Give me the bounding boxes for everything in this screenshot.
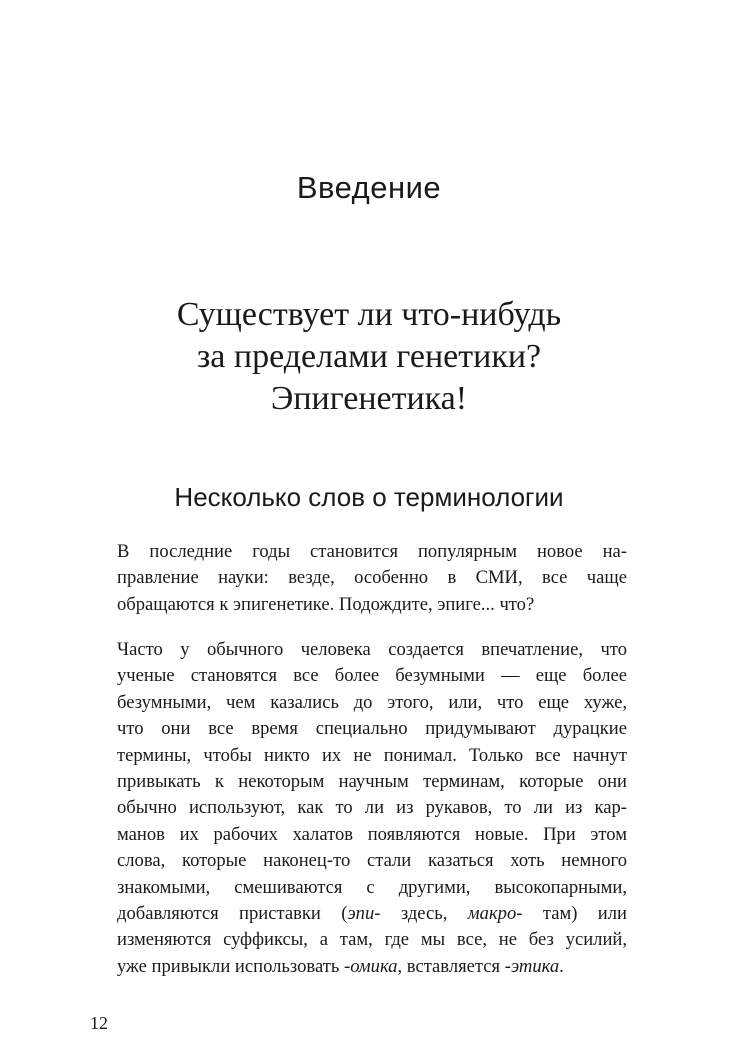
text-line: знакомыми, смешиваются с другими, высокопарными,: [117, 876, 627, 898]
text-line: ученые становятся все более безумными — еще более: [117, 665, 627, 687]
text-line: обычно используют, как то ли из рукавов, то ли из кар-: [117, 797, 627, 819]
text-line: Часто у обычного человека создается впечатление, что: [117, 639, 627, 660]
chapter-label: Введение: [296, 170, 442, 205]
text-line: привыкать к некоторым научным терминам, которые они: [117, 771, 627, 793]
text-line: обращаются к эпигенетике. Подождите, эпиге... что?: [117, 593, 535, 615]
italic-term: макро-: [467, 903, 523, 925]
text-run: добавляются приставки (: [117, 903, 348, 925]
text-line: слова, которые наконец-то стали казаться хоть немного: [117, 850, 627, 872]
text-run: уже привыкли использовать -: [117, 955, 351, 977]
chapter-title-line: за пределами генетики?: [196, 338, 542, 375]
paragraph: [117, 637, 627, 980]
chapter-title-line: Эпигенетика!: [270, 380, 468, 417]
text-line: манов их рабочих халатов появляются новые. При этом: [117, 823, 627, 845]
chapter-title: [0, 294, 738, 420]
text-line: изменяются суффиксы, а там, где мы все, не без усилий,: [117, 929, 627, 951]
text-line: что они все время специально придумывают дурацкие: [117, 718, 627, 740]
text-run: .: [559, 955, 564, 977]
text-run: там) или: [522, 903, 627, 925]
chapter-title-line: Существует ли что-нибудь: [176, 296, 562, 333]
italic-term: эпи-: [347, 903, 381, 925]
text-line: правление науки: везде, особенно в СМИ, все чаще: [117, 567, 627, 589]
section-title: Несколько слов о терминологии: [174, 482, 564, 512]
text-line: термины, чтобы никто их не понимал. Только все начнут: [117, 744, 627, 766]
italic-term: омика: [350, 955, 398, 977]
page-number: 12: [90, 1013, 108, 1033]
text-line: [117, 954, 627, 980]
italic-term: этика: [510, 955, 560, 977]
text-run: здесь,: [380, 903, 468, 925]
text-line: безумными, чем казались до этого, или, что еще хуже,: [117, 691, 627, 713]
text-line: [117, 901, 627, 927]
paragraph: [117, 539, 627, 618]
text-run: , вставляется -: [397, 955, 511, 977]
text-line: В последние годы становится популярным новое на-: [117, 541, 627, 562]
